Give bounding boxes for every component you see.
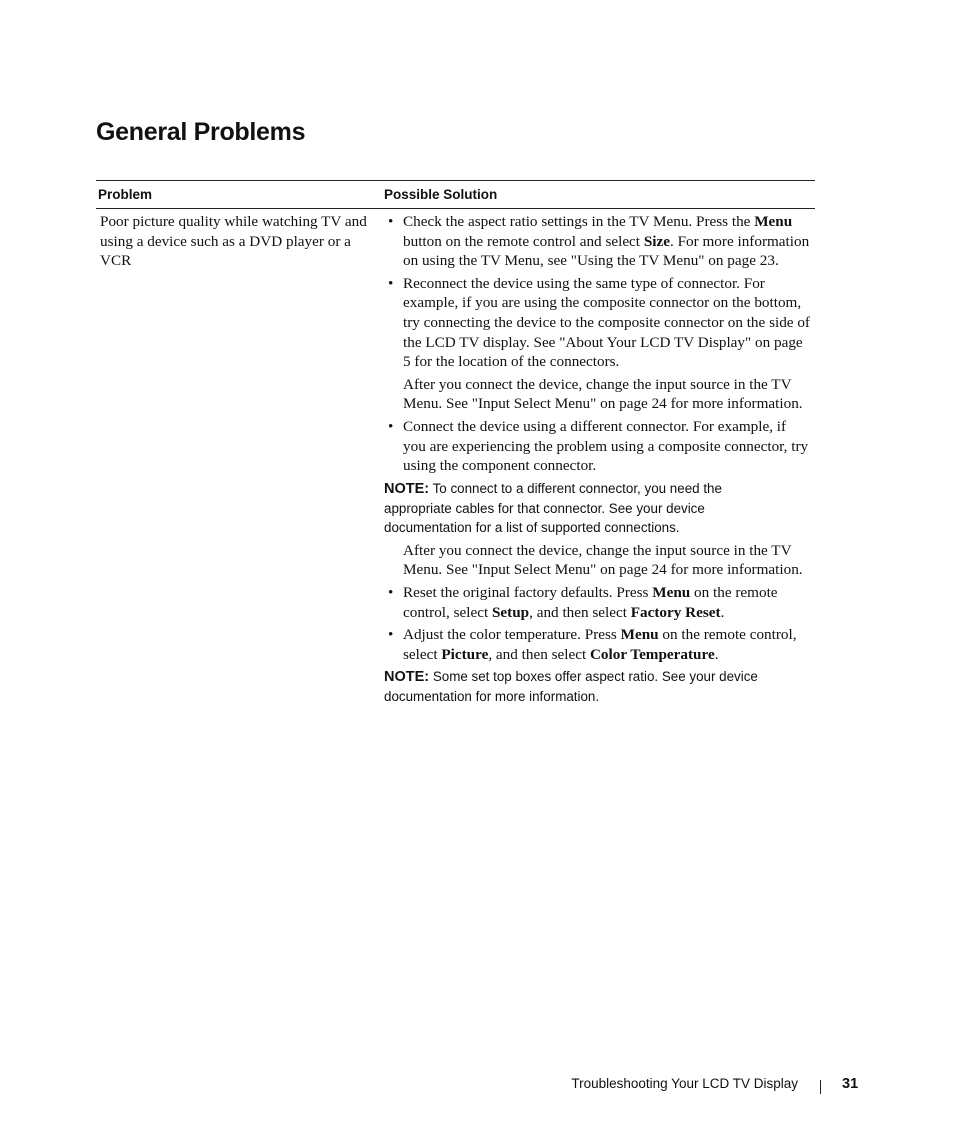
note-block — [384, 667, 811, 706]
problems-table — [96, 180, 815, 710]
note-label: NOTE: — [384, 480, 430, 497]
page-number: 31 — [842, 1076, 859, 1092]
page-title: General Problems — [96, 118, 306, 146]
bullet-glyph: • — [388, 274, 394, 292]
note-label: NOTE: — [384, 669, 430, 686]
menu-term: Menu — [620, 626, 659, 644]
list-item — [384, 417, 811, 476]
problem-text: Poor picture quality while watching TV and using a device such as a DVD player or a VCR — [100, 213, 367, 270]
header-problem: Problem — [98, 187, 153, 202]
list-item — [384, 274, 811, 372]
note-text: To connect to a different connector, you need the appropriate cables for that connector. See your device documentation for a list of supported connections. — [384, 480, 722, 535]
bullet-glyph: • — [388, 417, 394, 435]
solution-cell — [382, 212, 815, 710]
menu-term: Menu — [754, 213, 793, 230]
list-item — [384, 212, 811, 271]
list-item — [384, 625, 811, 664]
page-footer — [0, 1076, 954, 1096]
bullet-glyph: • — [388, 213, 394, 230]
list-item-text: Check the aspect ratio settings in the TV Menu. Press the Menu button on the remote control and select Size. For more information on using the TV Menu, see "Using the TV Menu" on page 23. — [403, 213, 810, 270]
header-solution: Possible Solution — [384, 187, 498, 202]
list-item — [384, 583, 811, 622]
menu-term: Menu — [652, 583, 691, 601]
size-term: Size — [643, 232, 670, 250]
problem-cell — [96, 212, 382, 710]
bullet-glyph: • — [388, 626, 394, 644]
setup-term: Setup — [491, 603, 530, 621]
list-item-text: Adjust the color temperature. Press Menu on the remote control, select Picture, and then select Color Temperature. — [403, 626, 797, 663]
footer-section-title: Troubleshooting Your LCD TV Display — [571, 1076, 798, 1091]
picture-term: Picture — [441, 645, 489, 663]
bullet-glyph: • — [388, 583, 394, 601]
list-item-text: Connect the device using a different connector. For example, if you are experiencing the problem using a composite connector, try using the component connector. — [403, 417, 809, 475]
note-text: Some set top boxes offer aspect ratio. See your device documentation for more information. — [384, 669, 758, 705]
note-block — [384, 479, 811, 537]
list-item-text: Reset the original factory defaults. Press Menu on the remote control, select Setup, and then select Factory Reset. — [403, 583, 778, 621]
footer-divider — [820, 1080, 821, 1094]
table-row — [96, 209, 815, 710]
table-header — [96, 180, 815, 209]
factory-reset-term: Factory Reset — [630, 603, 721, 621]
list-item-text: Reconnect the device using the same type of connector. For example, if you are using the composite connector on the bottom, try connecting the device to the composite connector on the side of the LCD TV display. See "About Your LCD TV Display" on page 5 for the location of the connectors. — [403, 274, 810, 371]
color-temperature-term: Color Temperature — [589, 645, 715, 663]
followup-paragraph: After you connect the device, change the input source in the TV Menu. See "Input Select Menu" on page 24 for more information. — [403, 375, 803, 413]
followup-paragraph: After you connect the device, change the input source in the TV Menu. See "Input Select Menu" on page 24 for more information. — [403, 541, 803, 579]
